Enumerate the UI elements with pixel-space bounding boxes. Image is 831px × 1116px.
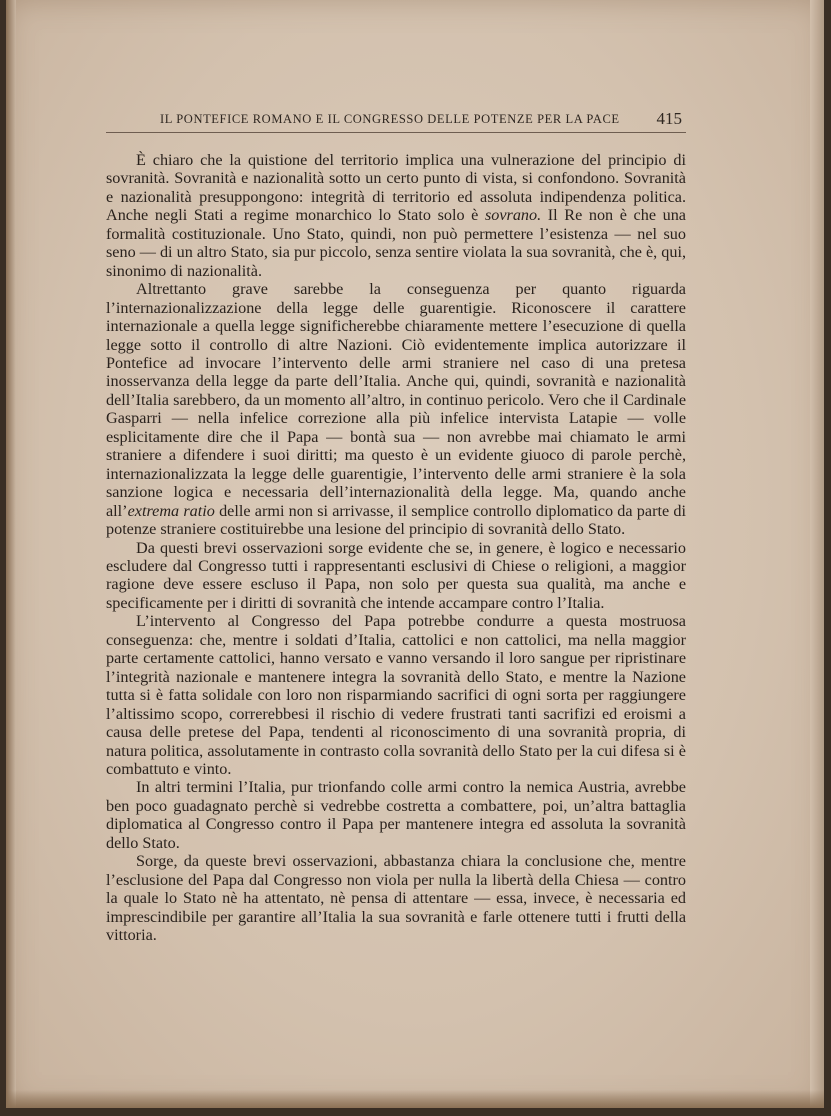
paragraph: È chiaro che la quistione del territorio implica una vulnerazione del principio di sovranità. Sovranità e nazionalità sotto un certo punto di vista, si confondono. Sovranità e nazionalità presuppongono: integrità di territorio ed assoluta indipendenza politica. Anche negli Stati a regime monarchico lo Stato solo è sovrano. Il Re non è che una formalità costituzionale. Uno Stato, quindi, non può permettere l’esistenza — nel suo seno — di un altro Stato, sia pur piccolo, senza sentire violata la sua sovranità, che è, qui, sinonimo di nazionalità. — [106, 151, 686, 280]
paragraph: Da questi brevi osservazioni sorge evidente che se, in genere, è logico e necessario escludere dal Congresso tutti i rappresentanti esclusivi di Chiese o religioni, a maggior ragione deve essere escluso il Papa, non solo per questa sua qualità, ma anche e specificamente per i diritti di sovranità che intende accampare contro l’Italia. — [106, 538, 686, 612]
running-title: IL PONTEFICE ROMANO E IL CONGRESSO DELLE POTENZE PER LA PACE — [160, 112, 620, 126]
paragraph: Altrettanto grave sarebbe la conseguenza per quanto riguarda l’internazionalizzazione della legge delle guarentigie. Riconoscere il carattere internazionale a quella legge significherebbe chiaramente mettere l’esecuzione di quella legge sotto il controllo di altre Nazioni. Ciò evidentemente implica autorizzare il Pontefice ad invocare l’intervento delle armi straniere nel caso di una pretesa inosservanza della legge da parte dell’Italia. Anche qui, quindi, sovranità e nazionalità dell’Italia sarebbero, da un momento all’altro, in continuo pericolo. Vero che il Cardinale Gasparri — nella infelice correzione alla più infelice intervista Latapie — volle esplicitamente dire che il Papa — bontà sua — non avrebbe mai chiamato le armi straniere a difendere i suoi diritti; ma questo è un evidente giuoco di parole perchè, internazionalizzata la legge delle guarentigie, l’intervento delle armi straniere è la sola sanzione logica e necessaria dell’internazionalità della legge. Ma, quando anche all’extrema ratio delle armi non si arrivasse, il semplice controllo diplomatico da parte di potenze straniere costituirebbe una lesione del principio di sovranità dello Stato. — [106, 280, 686, 539]
page-right-edge — [810, 0, 824, 1108]
page-number: 415 — [656, 109, 682, 128]
book-page — [6, 0, 824, 1108]
paragraph: In altri termini l’Italia, pur trionfando colle armi contro la nemica Austria, avrebbe ben poco guadagnato perchè si vedrebbe costretta a combattere, poi, un’altra battaglia diplomatica al Congresso contro il Papa per mantenere integra ed assoluta la sovranità dello Stato. — [106, 778, 686, 852]
paragraph: Sorge, da queste brevi osservazioni, abbastanza chiara la conclusione che, mentre l’esclusione del Papa dal Congresso non viola per nulla la libertà della Chiesa — contro la quale lo Stato nè ha attentato, nè pensa di attentare — essa, invece, è necessaria ed imprescindibile per garantire all’Italia la sua sovranità e farle ottenere tutti i frutti della vittoria. — [106, 852, 686, 945]
body-text — [106, 151, 686, 944]
header-rule — [106, 132, 686, 133]
page-bottom-edge — [6, 1090, 824, 1108]
page-binding-edge — [6, 0, 16, 1108]
paragraph: L’intervento al Congresso del Papa potrebbe condurre a questa mostruosa conseguenza: che, mentre i soldati d’Italia, cattolici e non cattolici, ma nella maggior parte certamente cattolici, hanno versato e vanno versando il loro sangue per ripristinare l’integrità nazionale e mantenere integra la sovranità dello Stato, e mentre la Nazione tutta si è fatta solidale con loro non risparmiando sacrifici di ogni sorta per raggiungere l’altissimo scopo, correrebbesi il rischio di vedere frustrati tanti sacrifizi ed eroismi a causa delle pretese del Papa, tendenti al riconoscimento di una sovranità propria, di natura politica, assolutamente in contrasto colla sovranità dello Stato per la cui difesa si è combattuto e vinto. — [106, 612, 686, 778]
